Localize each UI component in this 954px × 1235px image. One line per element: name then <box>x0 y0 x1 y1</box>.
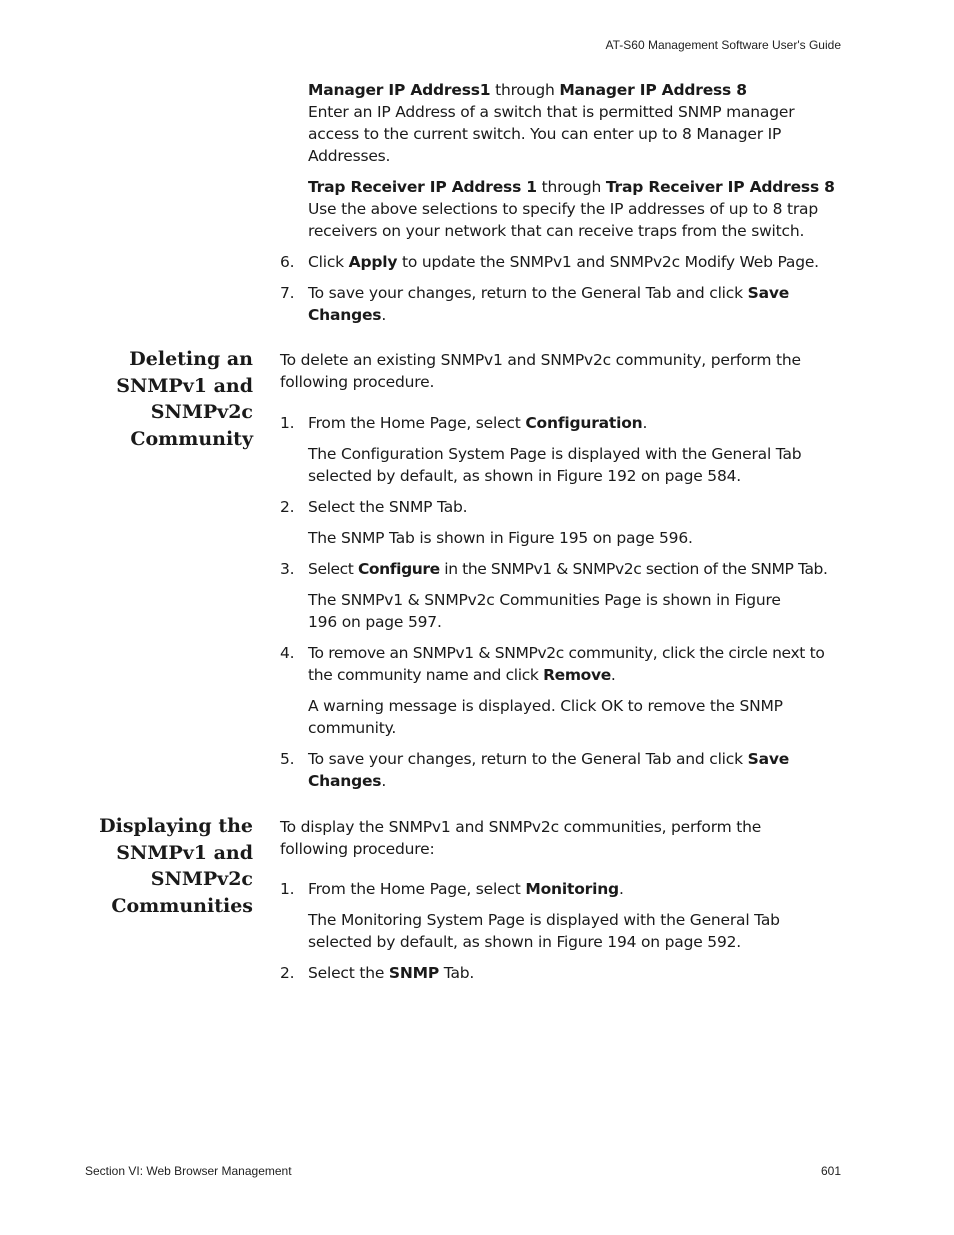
step-text <box>308 558 868 580</box>
delete-step-4-note: A warning message is displayed. Click OK to remove the SNMP community. <box>308 697 783 737</box>
step-text-pre: Click <box>308 253 349 271</box>
trap-receiver-term-start: Trap Receiver IP Address 1 <box>308 178 537 196</box>
deleting-intro: To delete an existing SNMPv1 and SNMPv2c community, perform the following procedure. <box>280 351 801 391</box>
save-changes-term: Save Changes <box>308 284 790 324</box>
delete-step-3-note: The SNMPv1 & SNMPv2c Communities Page is shown in Figure 196 on page 597. <box>308 591 781 631</box>
step-text: Select the SNMP Tab. <box>308 498 468 516</box>
step-text-post: . <box>381 306 387 324</box>
top-step-6 <box>280 251 850 273</box>
step-text-pre: To save your changes, return to the General Tab and click <box>308 750 748 768</box>
delete-step-3 <box>280 558 850 580</box>
step-text-post: . <box>618 880 624 898</box>
trap-receiver-term-line <box>308 176 838 198</box>
step-text-post: . <box>642 414 648 432</box>
manager-ip-item <box>308 79 838 167</box>
step-number: 5. <box>280 750 295 768</box>
step-text-pre: From the Home Page, select <box>308 414 526 432</box>
display-step-1-note: The Monitoring System Page is displayed with the General Tab selected by default, as shown in Figure 194 on page 592. <box>308 911 780 951</box>
save-changes-term: Save Changes <box>308 750 790 790</box>
step-text-pre: Select the <box>308 964 389 982</box>
step-text-post: Tab. <box>439 964 475 982</box>
step-number: 2. <box>280 498 295 516</box>
configuration-term: Configuration <box>525 414 643 432</box>
step-text-pre: From the Home Page, select <box>308 880 526 898</box>
footer-page-number: 601 <box>820 1164 841 1178</box>
step-number: 4. <box>280 644 295 662</box>
delete-step-2-note: The SNMP Tab is shown in Figure 195 on page 596. <box>308 529 693 547</box>
step-number: 2. <box>280 964 295 982</box>
step-text <box>308 642 848 686</box>
step-text-post: to update the SNMPv1 and SNMPv2c Modify Web Page. <box>397 253 819 271</box>
step-text <box>308 878 853 900</box>
step-number: 6. <box>280 253 295 271</box>
display-step-1 <box>280 878 850 900</box>
step-text-pre: To remove an SNMPv1 & SNMPv2c community, click the circle next to the community name and click <box>308 644 825 684</box>
running-header: AT-S60 Management Software User's Guide <box>605 38 841 52</box>
trap-receiver-description: Use the above selections to specify the IP addresses of up to 8 trap receivers on your network that can receive traps from the switch. <box>308 200 818 240</box>
step-text-post: . <box>610 666 616 684</box>
display-step-2 <box>280 962 850 984</box>
delete-step-4 <box>280 642 850 686</box>
step-number: 1. <box>280 414 295 432</box>
top-step-7 <box>280 282 850 326</box>
delete-step-2 <box>280 496 850 518</box>
section-heading-deleting: Deleting an SNMPv1 and SNMPv2c Community <box>116 348 253 450</box>
step-text <box>308 748 808 792</box>
remove-term: Remove <box>543 666 611 684</box>
footer-section-label: Section VI: Web Browser Management <box>85 1164 292 1178</box>
step-number: 1. <box>280 880 295 898</box>
manager-ip-through: through <box>495 81 555 99</box>
step-text-pre: Select <box>308 560 358 578</box>
trap-receiver-term-end: Trap Receiver IP Address 8 <box>605 178 835 196</box>
apply-term: Apply <box>348 253 398 271</box>
step-text <box>308 412 853 434</box>
snmp-term: SNMP <box>388 964 440 982</box>
section-heading-displaying: Displaying the SNMPv1 and SNMPv2c Communities <box>99 815 253 917</box>
delete-step-1-note: The Configuration System Page is displayed with the General Tab selected by default, as shown in Figure 192 on page 584. <box>308 445 802 485</box>
monitoring-term: Monitoring <box>525 880 619 898</box>
configure-term: Configure <box>357 560 440 578</box>
manager-ip-term-start: Manager IP Address1 <box>308 81 491 99</box>
step-text <box>308 282 808 326</box>
manager-ip-term-line <box>308 79 838 101</box>
trap-receiver-through: through <box>541 178 602 196</box>
delete-step-5 <box>280 748 850 792</box>
step-text-pre: To save your changes, return to the General Tab and click <box>308 284 748 302</box>
step-text-post: . <box>381 772 387 790</box>
trap-receiver-item <box>308 176 838 242</box>
manager-ip-term-end: Manager IP Address 8 <box>559 81 747 99</box>
manager-ip-description: Enter an IP Address of a switch that is permitted SNMP manager access to the current switch. You can enter up to 8 Manager IP Addresses. <box>308 103 795 165</box>
step-text-post: in the SNMPv1 & SNMPv2c section of the SNMP Tab. <box>439 560 828 578</box>
step-number: 7. <box>280 284 295 302</box>
step-text <box>308 962 853 984</box>
delete-step-1 <box>280 412 850 434</box>
displaying-intro: To display the SNMPv1 and SNMPv2c communities, perform the following procedure: <box>280 818 762 858</box>
step-number: 3. <box>280 560 295 578</box>
step-text <box>308 251 853 273</box>
